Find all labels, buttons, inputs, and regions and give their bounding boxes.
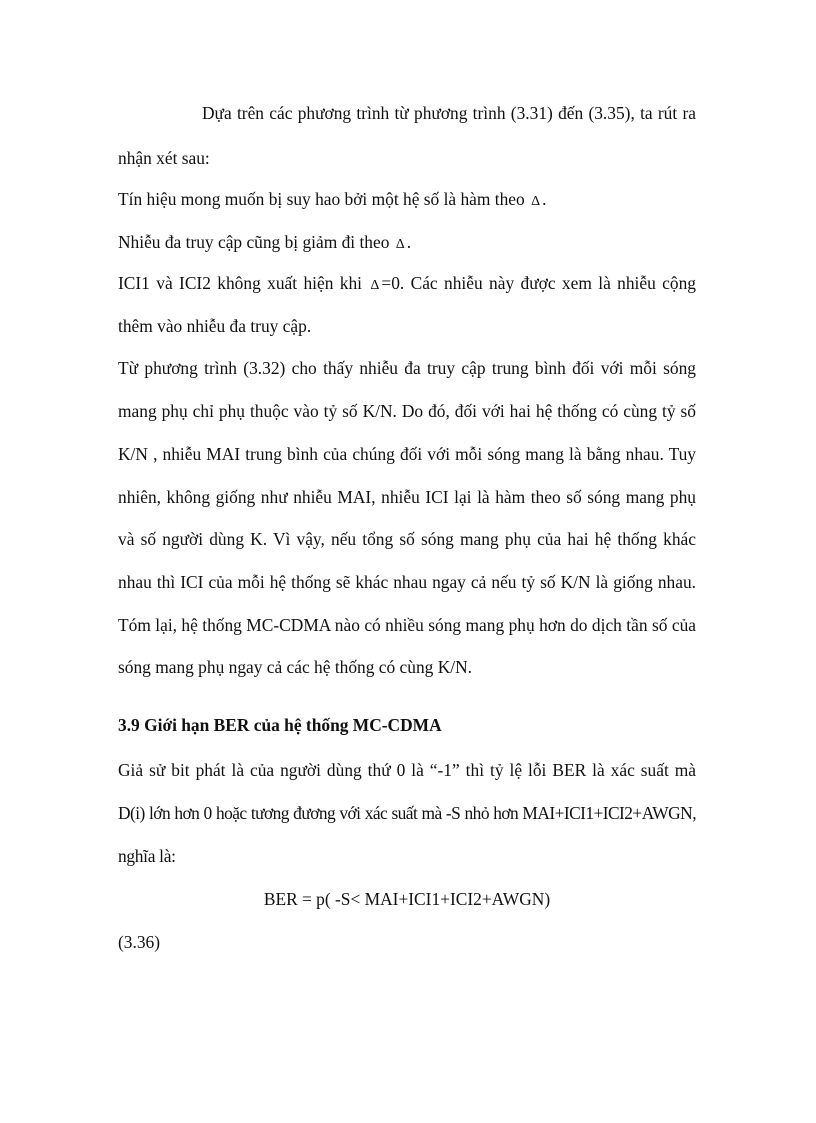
section-heading: 3.9 Giới hạn BER của hệ thống MC-CDMA bbox=[118, 715, 442, 735]
ber-formula: BER = p( -S< MAI+ICI1+ICI2+AWGN) bbox=[263, 889, 551, 909]
delta-symbol: Δ bbox=[395, 237, 405, 252]
paragraph-line: D(i) lớn hơn 0 hoặc tương đương với xác suất mà -S nhỏ hơn MAI+ICI1+ICI2+AWGN, bbox=[118, 803, 696, 823]
line-end: . bbox=[406, 232, 412, 252]
paragraph-line bbox=[118, 272, 696, 297]
line-text: Nhiễu đa truy cập cũng bị giảm đi theo bbox=[118, 232, 390, 252]
paragraph-line: thêm vào nhiễu đa truy cập. bbox=[118, 316, 312, 336]
paragraph-line bbox=[118, 188, 696, 213]
line-text: =0. Các nhiễu này được xem là nhiễu cộng bbox=[381, 273, 696, 293]
line-text: ICI1 và ICI2 không xuất hiện khi bbox=[118, 273, 362, 293]
line-end: . bbox=[542, 189, 547, 209]
paragraph-line: nhiên, không giống như nhiễu MAI, nhiễu ICI lại là hàm theo số sóng mang phụ bbox=[118, 487, 696, 507]
equation-number: (3.36) bbox=[118, 932, 161, 952]
paragraph-line: Từ phương trình (3.32) cho thấy nhiễu đa truy cập trung bình đối với mỗi sóng bbox=[118, 358, 696, 378]
paragraph-line: mang phụ chỉ phụ thuộc vào tỷ số K/N. Do đó, đối với hai hệ thống có cùng tỷ số bbox=[118, 401, 696, 421]
paragraph-line: Giả sử bit phát là của người dùng thứ 0 là “-1” thì tỷ lệ lỗi BER là xác suất mà bbox=[118, 760, 696, 780]
paragraph-line: Dựa trên các phương trình từ phương trình (3.31) đến (3.35), ta rút ra bbox=[202, 103, 696, 123]
paragraph-line: và số người dùng K. Vì vậy, nếu tổng số sóng mang phụ của hai hệ thống khác bbox=[118, 529, 696, 549]
delta-symbol: Δ bbox=[531, 194, 541, 209]
delta-symbol: Δ bbox=[370, 278, 380, 293]
paragraph-line: Tóm lại, hệ thống MC-CDMA nào có nhiều sóng mang phụ hơn do dịch tần số của bbox=[118, 615, 696, 635]
paragraph-line: nhau thì ICI của mỗi hệ thống sẽ khác nhau ngay cả nếu tỷ số K/N là giống nhau. bbox=[118, 572, 696, 592]
paragraph-line: nghĩa là: bbox=[118, 846, 176, 866]
paragraph-line bbox=[118, 231, 696, 256]
paragraph-line: nhận xét sau: bbox=[118, 148, 210, 168]
line-text: Tín hiệu mong muốn bị suy hao bởi một hệ số là hàm theo bbox=[118, 189, 525, 209]
paragraph-line: sóng mang phụ ngay cả các hệ thống có cùng K/N. bbox=[118, 657, 472, 677]
paragraph-line: K/N , nhiễu MAI trung bình của chúng đối với mỗi sóng mang là bằng nhau. Tuy bbox=[118, 444, 696, 464]
